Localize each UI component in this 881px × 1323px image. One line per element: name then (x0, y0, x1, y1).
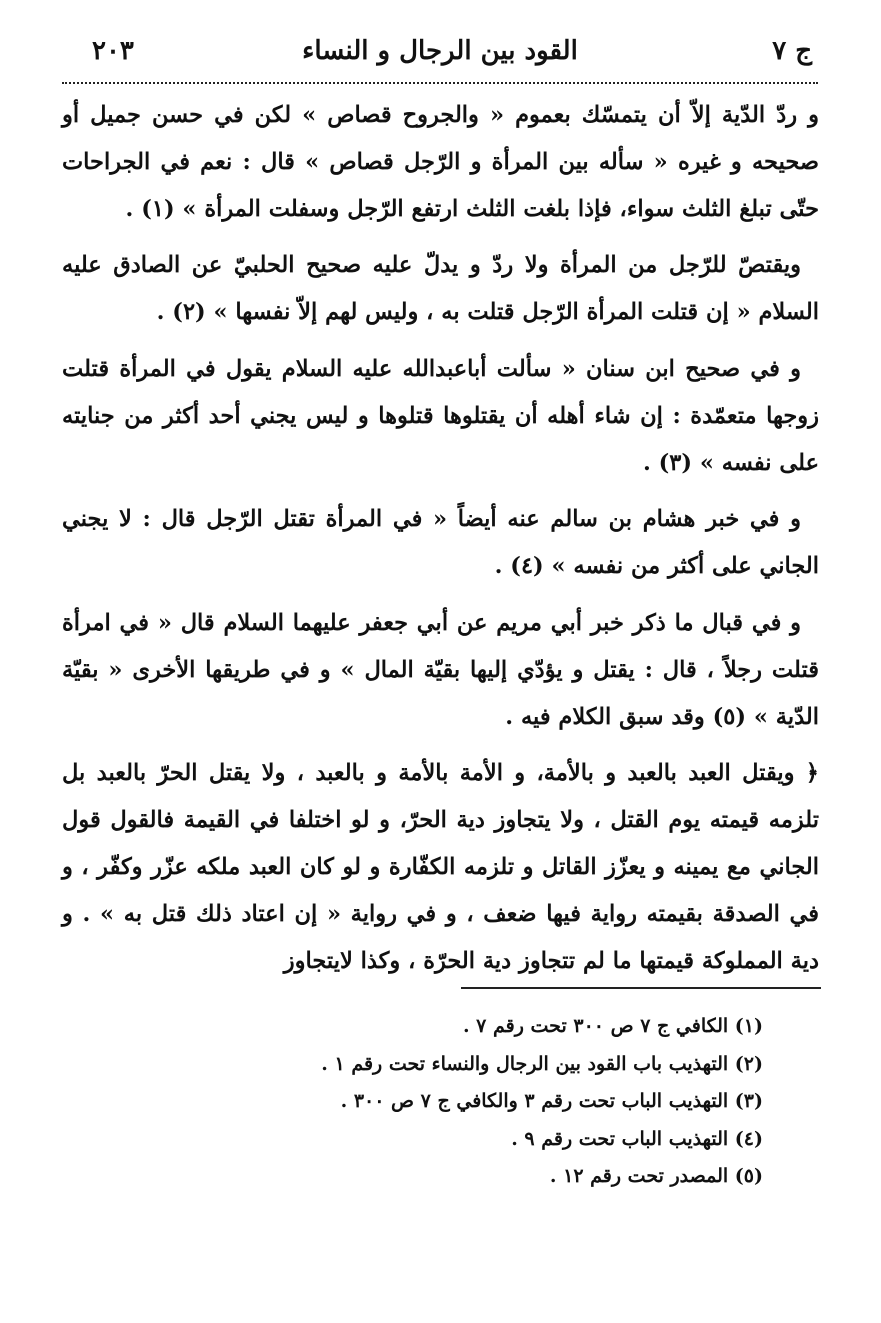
footnote-divider (461, 987, 821, 989)
footnote: (١) الكافي ج ٧ ص ٣٠٠ تحت رقم ٧ . (462, 1015, 763, 1037)
footnote: (٥) المصدر تحت رقم ١٢ . (549, 1165, 763, 1187)
footnote: (٢) التهذيب باب القود بين الرجال والنساء تحت رقم ١ . (321, 1052, 763, 1075)
paragraph: و في صحيح ابن سنان « سألت أباعبدالله عليه السلام يقول في المرأة قتلت زوجها متعمّدة : إن شاء أهله أن يقتلوها قتلوها و ليس يجني أحد أكثر من جنايته على نفسه » (٣) . (62, 355, 819, 476)
running-header (60, 28, 820, 78)
header-divider (62, 82, 818, 84)
footnote: (٤) التهذيب الباب تحت رقم ٩ . (511, 1127, 763, 1150)
paragraph: ويقتصّ للرّجل من المرأة ولا ردّ و يدلّ عليه صحيح الحلبيّ عن الصادق عليه السلام « إن قتلت المرأة الرّجل قتلت به ، وليس لهم إلاّ نفسها » (٢) . (62, 252, 819, 326)
paragraph: و ردّ الدّية إلاّ أن يتمسّك بعموم « والجروح قصاص » لكن في حسن جميل أو صحيحه و غيره « سأله بين المرأة و الرّجل قصاص » قال : نعم في الجراحات حتّى تبلغ الثلث سواء، فإذا بلغت الثلث ارتفع الرّجل وسفلت المرأة » (١) . (62, 102, 819, 222)
paragraph: ﴿ ويقتل العبد بالعبد و بالأمة، و الأمة بالأمة و بالعبد ، ولا يقتل الحرّ بالعبد بل تلزمه قيمته يوم القتل ، ولا يتجاوز دية الحرّ، و لو اختلفا في القيمة فالقول قول الجاني مع يمينه و يعزّز القاتل و تلزمه الكفّارة و لو كان العبد ملكه عزّر وكفّر ، و في الصدقة بقيمته رواية فيها ضعف ، و في رواية « إن اعتاد ذلك قتل به » . و دية المملوكة قيمتها ما لم تتجاوز دية الحرّة ، وكذا لايتجاوز (62, 760, 819, 974)
running-title: القود بين الرجال و النساء (302, 36, 578, 66)
page-number: ٢٠٣ (92, 36, 134, 66)
footnote: (٣) التهذيب الباب تحت رقم ٣ والكافي ج ٧ ص ٣٠٠ . (340, 1090, 763, 1112)
paragraph: و في خبر هشام بن سالم عنه أيضاً « في المرأة تقتل الرّجل قال : لا يجني الجاني على أكثر من نفسه » (٤) . (62, 506, 819, 580)
footnotes (143, 1008, 763, 1196)
main-text (62, 92, 819, 994)
volume-number: ج ٧ (772, 36, 812, 66)
paragraph: و في قبال ما ذكر خبر أبي مريم عن أبي جعفر عليهما السلام قال « في امرأة قتلت رجلاً ، قال : يقتل و يؤدّي إليها بقيّة المال » و في طريقها الأخرى « بقيّة الدّية » (٥) وقد سبق الكلام فيه . (62, 609, 819, 730)
